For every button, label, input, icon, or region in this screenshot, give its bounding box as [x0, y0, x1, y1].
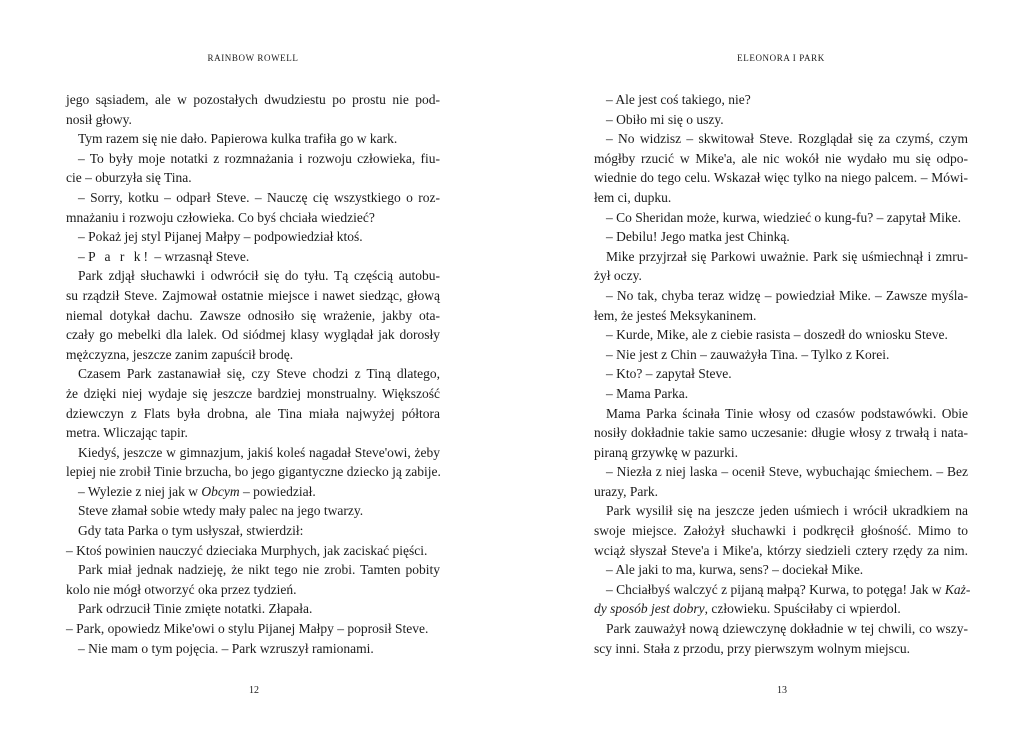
text-line	[594, 580, 971, 600]
text-line: – Debilu! Jego matka jest Chinką.	[606, 229, 790, 245]
kazdy-after: , człowieku. Spuściłaby ci wpierdol.	[704, 601, 901, 617]
page-number-left: 12	[249, 685, 259, 696]
text-line: żył oczy.	[594, 268, 642, 284]
text-line: Tym razem się nie dało. Papierowa kulka trafiła go w kark.	[78, 131, 398, 147]
text-line: – Pokaż jej styl Pijanej Małpy – podpowiedział ktoś.	[78, 229, 363, 245]
text-line: – Nie jest z Chin – zauważyła Tina. – Tylko z Korei.	[606, 346, 890, 362]
park-shout-rest: – wrzasnął Steve.	[151, 248, 250, 264]
text-line: – Ktoś powinien nauczyć dzieciaka Murphych, jak zaciskać pięści.	[66, 542, 428, 558]
text-line: – Park, opowiedz Mike'owi o stylu Pijanej Małpy – poprosił Steve.	[66, 621, 429, 637]
text-line: – Kto? – zapytał Steve.	[606, 366, 732, 382]
text-line: Park odrzucił Tinie zmięte notatki. Złapała.	[78, 601, 313, 617]
text-line: – Co Sheridan może, kurwa, wiedzieć o kung-fu? – zapytał Mike.	[606, 209, 962, 225]
text-line: scy inni. Stała z przodu, przy pierwszym wolnym miejscu.	[594, 640, 911, 656]
running-header-title: ELEONORA I PARK	[737, 53, 825, 63]
obcym-before: – Wylezie z niej jak w	[78, 483, 202, 499]
text-line: nosiły dokładnie takie samo uczesanie: długie włosy z trwałą i nata-	[594, 425, 968, 441]
text-line: Mike przyjrzał się Parkowi uważnie. Park się uśmiechnął i zmru-	[606, 248, 968, 264]
left-page-body	[66, 90, 440, 658]
text-line: Gdy tata Parka o tym usłyszał, stwierdził:	[78, 523, 304, 539]
running-header-author: RAINBOW ROWELL	[207, 53, 299, 63]
text-line: – To były moje notatki z rozmnażania i rozwoju człowieka, fiu-	[78, 150, 440, 166]
text-line: – Kurde, Mike, ale z ciebie rasista – doszedł do wniosku Steve.	[606, 327, 948, 343]
text-line: że dzięki niej wydaje się jeszcze bardziej monstrualny. Większość	[66, 385, 440, 401]
text-line: Park zdjął słuchawki i odwrócił się do tyłu. Tą częścią autobu-	[78, 268, 440, 284]
right-page	[512, 0, 1024, 749]
page-number-right: 13	[777, 685, 787, 696]
text-line: niemal dotykał dachu. Zawsze odnosiło się wrażenie, jakby ota-	[66, 307, 440, 323]
text-line: mógłby rzucić w Mike'a, ale nic wokół nie wydało mu się odpo-	[594, 150, 968, 166]
obcym-title: Obcym	[201, 483, 240, 499]
text-line: jego sąsiadem, ale w pozostałych dwudziestu po prostu nie pod-	[66, 92, 440, 107]
text-line: wiednie do tego celu. Wskazał więc tylko na niego palcem. – Mówi-	[594, 170, 968, 186]
text-line: – Ale jest coś takiego, nie?	[606, 92, 751, 107]
text-line	[66, 482, 440, 502]
kazdy-title-part2: dy sposób jest dobry	[594, 601, 705, 617]
text-line: – Niezła z niej laska – ocenił Steve, wybuchając śmiechem. – Bez	[606, 464, 968, 480]
text-line: – P a r k! – wrzasnął Steve.	[78, 248, 250, 264]
text-line: mnażaniu i rozwoju człowieka. Co byś chciała wiedzieć?	[66, 209, 375, 225]
text-line: dziewczyn z Flats była drobna, ale Tina miała najwyżej półtora	[66, 405, 440, 421]
text-line: – Sorry, kotku – odparł Steve. – Nauczę cię wszystkiego o roz-	[78, 189, 440, 205]
text-line: łem ci, dupku.	[594, 189, 672, 205]
obcym-after: – powiedział.	[239, 483, 316, 499]
text-line: nosił głowy.	[66, 111, 132, 127]
text-line: – Obiło mi się o uszy.	[606, 111, 724, 127]
text-line: Park miał jednak nadzieję, że nikt tego nie zrobi. Tamten pobity	[78, 562, 440, 578]
text-line: czały go mebelki dla lalek. Od siódmej klasy wyglądał jak dorosły	[66, 327, 440, 343]
text-line: cie – oburzyła się Tina.	[66, 170, 192, 186]
text-line: Kiedyś, jeszcze w gimnazjum, jakiś koleś nagadał Steve'owi, żeby	[78, 444, 440, 460]
text-line: Park wysilił się na jeszcze jeden uśmiech i wrócił ukradkiem na	[606, 503, 968, 519]
kazdy-before: – Chciałbyś walczyć z pijaną małpą? Kurwa, to potęga! Jak w	[606, 581, 945, 597]
kazdy-title-part1: Każ-	[944, 581, 971, 597]
text-line: kolo nie mógł otworzyć oka przez tydzień.	[66, 581, 297, 597]
text-line: wciąż słyszał Steve'a i Mike'a, którzy siedzieli cztery rzędy za nim.	[594, 542, 968, 558]
text-line: Mama Parka ścinała Tinie włosy od czasów podstawówki. Obie	[606, 405, 968, 421]
right-page-body	[594, 90, 971, 658]
text-line	[594, 599, 968, 619]
text-line: – Nie mam o tym pojęcia. – Park wzruszył ramionami.	[78, 640, 374, 656]
park-shout: P a r k!	[88, 248, 151, 264]
text-line: mężczyzna, jeszcze zanim zapuścił brodę.	[66, 346, 294, 362]
text-line: – No tak, chyba teraz widzę – powiedział Mike. – Zawsze myśla-	[606, 287, 968, 303]
text-line: – Mama Parka.	[606, 385, 689, 401]
text-line: – No widzisz – skwitował Steve. Rozglądał się za czymś, czym	[606, 131, 968, 147]
text-line: lepiej nie zrobił Tinie brzucha, bo jego gigantyczne dziecko ją zabije.	[66, 464, 441, 480]
text-line: metra. Wliczając tapir.	[66, 425, 188, 441]
text-line: su rządził Steve. Zajmował ostatnie miejsce i nawet siedząc, głową	[66, 287, 440, 303]
text-line: Steve złamał sobie wtedy mały palec na jego twarzy.	[78, 503, 364, 519]
text-line: Park zauważył nową dziewczynę dokładnie w tej chwili, co wszy-	[606, 621, 968, 637]
text-line: Czasem Park zastanawiał się, czy Steve chodzi z Tiną dlatego,	[78, 366, 440, 382]
text-line: urazy, Park.	[594, 483, 658, 499]
text-line: swoje miejsce. Założył słuchawki i podkręcił głośność. Mimo to	[594, 523, 968, 539]
text-line: – Ale jaki to ma, kurwa, sens? – dociekał Mike.	[606, 562, 864, 578]
text-line: łem, że jesteś Meksykaninem.	[594, 307, 757, 323]
text-line: piraną grzywkę w pazurki.	[594, 444, 738, 460]
